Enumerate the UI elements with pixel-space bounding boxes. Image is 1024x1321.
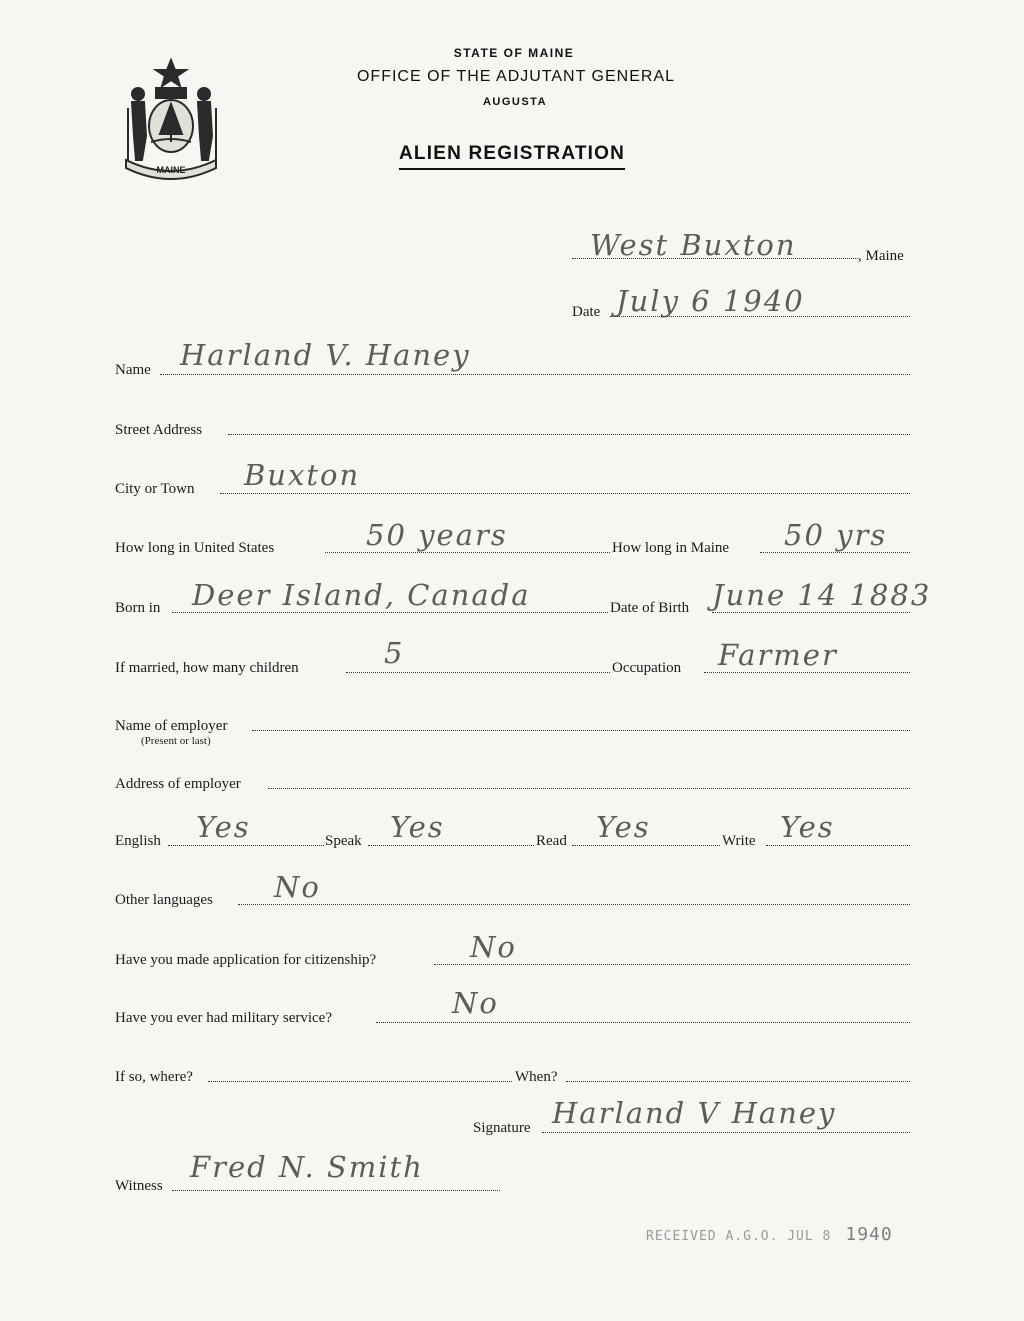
witness-line xyxy=(172,1190,500,1191)
signature-line xyxy=(542,1132,910,1133)
children-value: 5 xyxy=(384,636,405,670)
occupation-line xyxy=(704,672,910,673)
dob-label: Date of Birth xyxy=(610,600,690,616)
write-value: Yes xyxy=(780,810,835,844)
dob-value: June 14 1883 xyxy=(712,578,932,612)
military-line xyxy=(376,1022,910,1023)
city-label: City or Town xyxy=(115,481,195,497)
street-line xyxy=(228,434,910,435)
employer-name-label: Name of employer xyxy=(115,718,228,734)
name-line xyxy=(160,374,910,375)
employer-address-line xyxy=(268,788,910,789)
seal-banner-text: MAINE xyxy=(156,165,186,175)
other-languages-line xyxy=(238,904,910,905)
read-line xyxy=(572,845,720,846)
write-line xyxy=(766,845,910,846)
when-line xyxy=(566,1081,910,1082)
how-long-maine-line xyxy=(760,552,910,553)
citizenship-value: No xyxy=(470,930,517,964)
witness-value: Fred N. Smith xyxy=(190,1150,424,1184)
military-value: No xyxy=(452,986,499,1020)
other-languages-label: Other languages xyxy=(115,892,213,908)
employer-address-label: Address of employer xyxy=(115,776,241,792)
signature-label: Signature xyxy=(473,1120,531,1136)
read-label: Read xyxy=(536,833,567,849)
how-long-us-value: 50 years xyxy=(366,518,508,552)
city-line xyxy=(220,493,910,494)
received-stamp: RECEIVED A.G.O. JUL 8 1940 xyxy=(646,1224,893,1245)
other-languages-value: No xyxy=(274,870,321,904)
children-label: If married, how many children xyxy=(115,660,299,676)
maine-label: , Maine xyxy=(858,248,904,264)
employer-note: (Present or last) xyxy=(141,735,211,747)
form-title: ALIEN REGISTRATION xyxy=(0,143,1024,165)
employer-name-line xyxy=(252,730,910,731)
english-label: English xyxy=(115,833,161,849)
occupation-value: Farmer xyxy=(718,638,838,672)
english-value: Yes xyxy=(196,810,251,844)
speak-value: Yes xyxy=(390,810,445,844)
how-long-maine-value: 50 yrs xyxy=(784,518,888,552)
date-value: July 6 1940 xyxy=(616,284,805,318)
born-in-value: Deer Island, Canada xyxy=(192,578,531,612)
town-value: West Buxton xyxy=(590,228,797,262)
speak-line xyxy=(368,845,534,846)
where-label: If so, where? xyxy=(115,1069,193,1085)
witness-label: Witness xyxy=(115,1178,163,1194)
name-label: Name xyxy=(115,362,151,378)
city-value: Buxton xyxy=(244,458,361,492)
citizenship-line xyxy=(434,964,910,965)
signature-value: Harland V Haney xyxy=(552,1096,837,1130)
how-long-us-label: How long in United States xyxy=(115,540,275,556)
street-label: Street Address xyxy=(115,422,203,438)
born-in-line xyxy=(172,612,608,613)
dob-line xyxy=(712,612,910,613)
date-label: Date xyxy=(572,304,601,320)
write-label: Write xyxy=(722,833,756,849)
english-line xyxy=(168,845,324,846)
city-heading: AUGUSTA xyxy=(482,96,548,108)
children-line xyxy=(346,672,610,673)
read-value: Yes xyxy=(596,810,651,844)
when-label: When? xyxy=(515,1069,558,1085)
name-value: Harland V. Haney xyxy=(180,338,471,372)
born-in-label: Born in xyxy=(115,600,161,616)
where-line xyxy=(208,1081,512,1082)
how-long-us-line xyxy=(325,552,610,553)
citizenship-label: Have you made application for citizenship? xyxy=(115,952,377,968)
military-label: Have you ever had military service? xyxy=(115,1010,332,1026)
office-heading: OFFICE OF THE ADJUTANT GENERAL xyxy=(356,68,676,85)
how-long-maine-label: How long in Maine xyxy=(612,540,730,556)
speak-label: Speak xyxy=(325,833,362,849)
occupation-label: Occupation xyxy=(612,660,682,676)
state-heading: STATE OF MAINE xyxy=(453,46,575,60)
